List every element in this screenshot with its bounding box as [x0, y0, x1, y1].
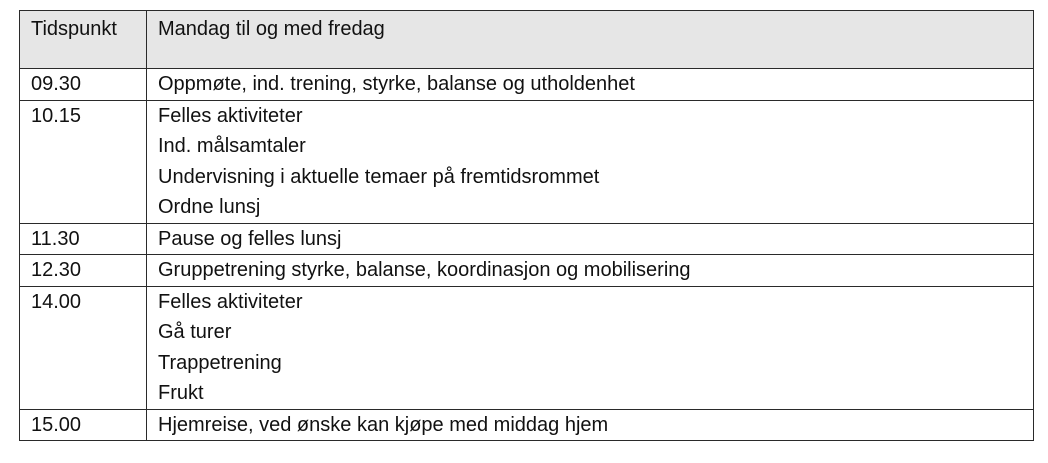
time-cell: 11.30 [20, 223, 147, 255]
activity-cell [147, 286, 1034, 409]
header-time: Tidspunkt [20, 11, 147, 69]
schedule-table [19, 10, 1034, 441]
table-row [20, 100, 1034, 223]
activity-line: Frukt [158, 382, 204, 404]
time-cell: 12.30 [20, 255, 147, 287]
table-body [20, 69, 1034, 441]
table-row [20, 409, 1034, 441]
activity-line: Hjemreise, ved ønske kan kjøpe med middag hjem [158, 413, 609, 436]
activity-line: Felles aktiviteter [158, 104, 303, 127]
activity-line: Pause og felles lunsj [158, 227, 342, 250]
activity-line: Undervisning i aktuelle temaer på fremtidsrommet [158, 165, 600, 188]
table-row [20, 286, 1034, 409]
activity-line: Ind. målsamtaler [158, 135, 306, 157]
activity-cell [147, 69, 1034, 101]
header-row [20, 11, 1034, 69]
activity-line: Ordne lunsj [158, 196, 261, 218]
time-cell: 15.00 [20, 409, 147, 441]
table-row [20, 223, 1034, 255]
activity-cell [147, 409, 1034, 441]
activity-line: Oppmøte, ind. trening, styrke, balanse og utholdenhet [158, 73, 635, 95]
activity-line: Felles aktiviteter [158, 290, 303, 313]
table-header [20, 11, 1034, 69]
time-cell: 14.00 [20, 286, 147, 409]
activity-line: Trappetrening [158, 351, 282, 374]
time-cell: 10.15 [20, 100, 147, 223]
activity-line: Gruppetrening styrke, balanse, koordinasjon og mobilisering [158, 259, 691, 281]
table-row [20, 69, 1034, 101]
header-activities: Mandag til og med fredag [147, 11, 1034, 69]
activity-line: Gå turer [158, 321, 232, 343]
time-cell: 09.30 [20, 69, 147, 101]
activity-cell [147, 100, 1034, 223]
activity-cell [147, 223, 1034, 255]
activity-cell [147, 255, 1034, 287]
table-row [20, 255, 1034, 287]
